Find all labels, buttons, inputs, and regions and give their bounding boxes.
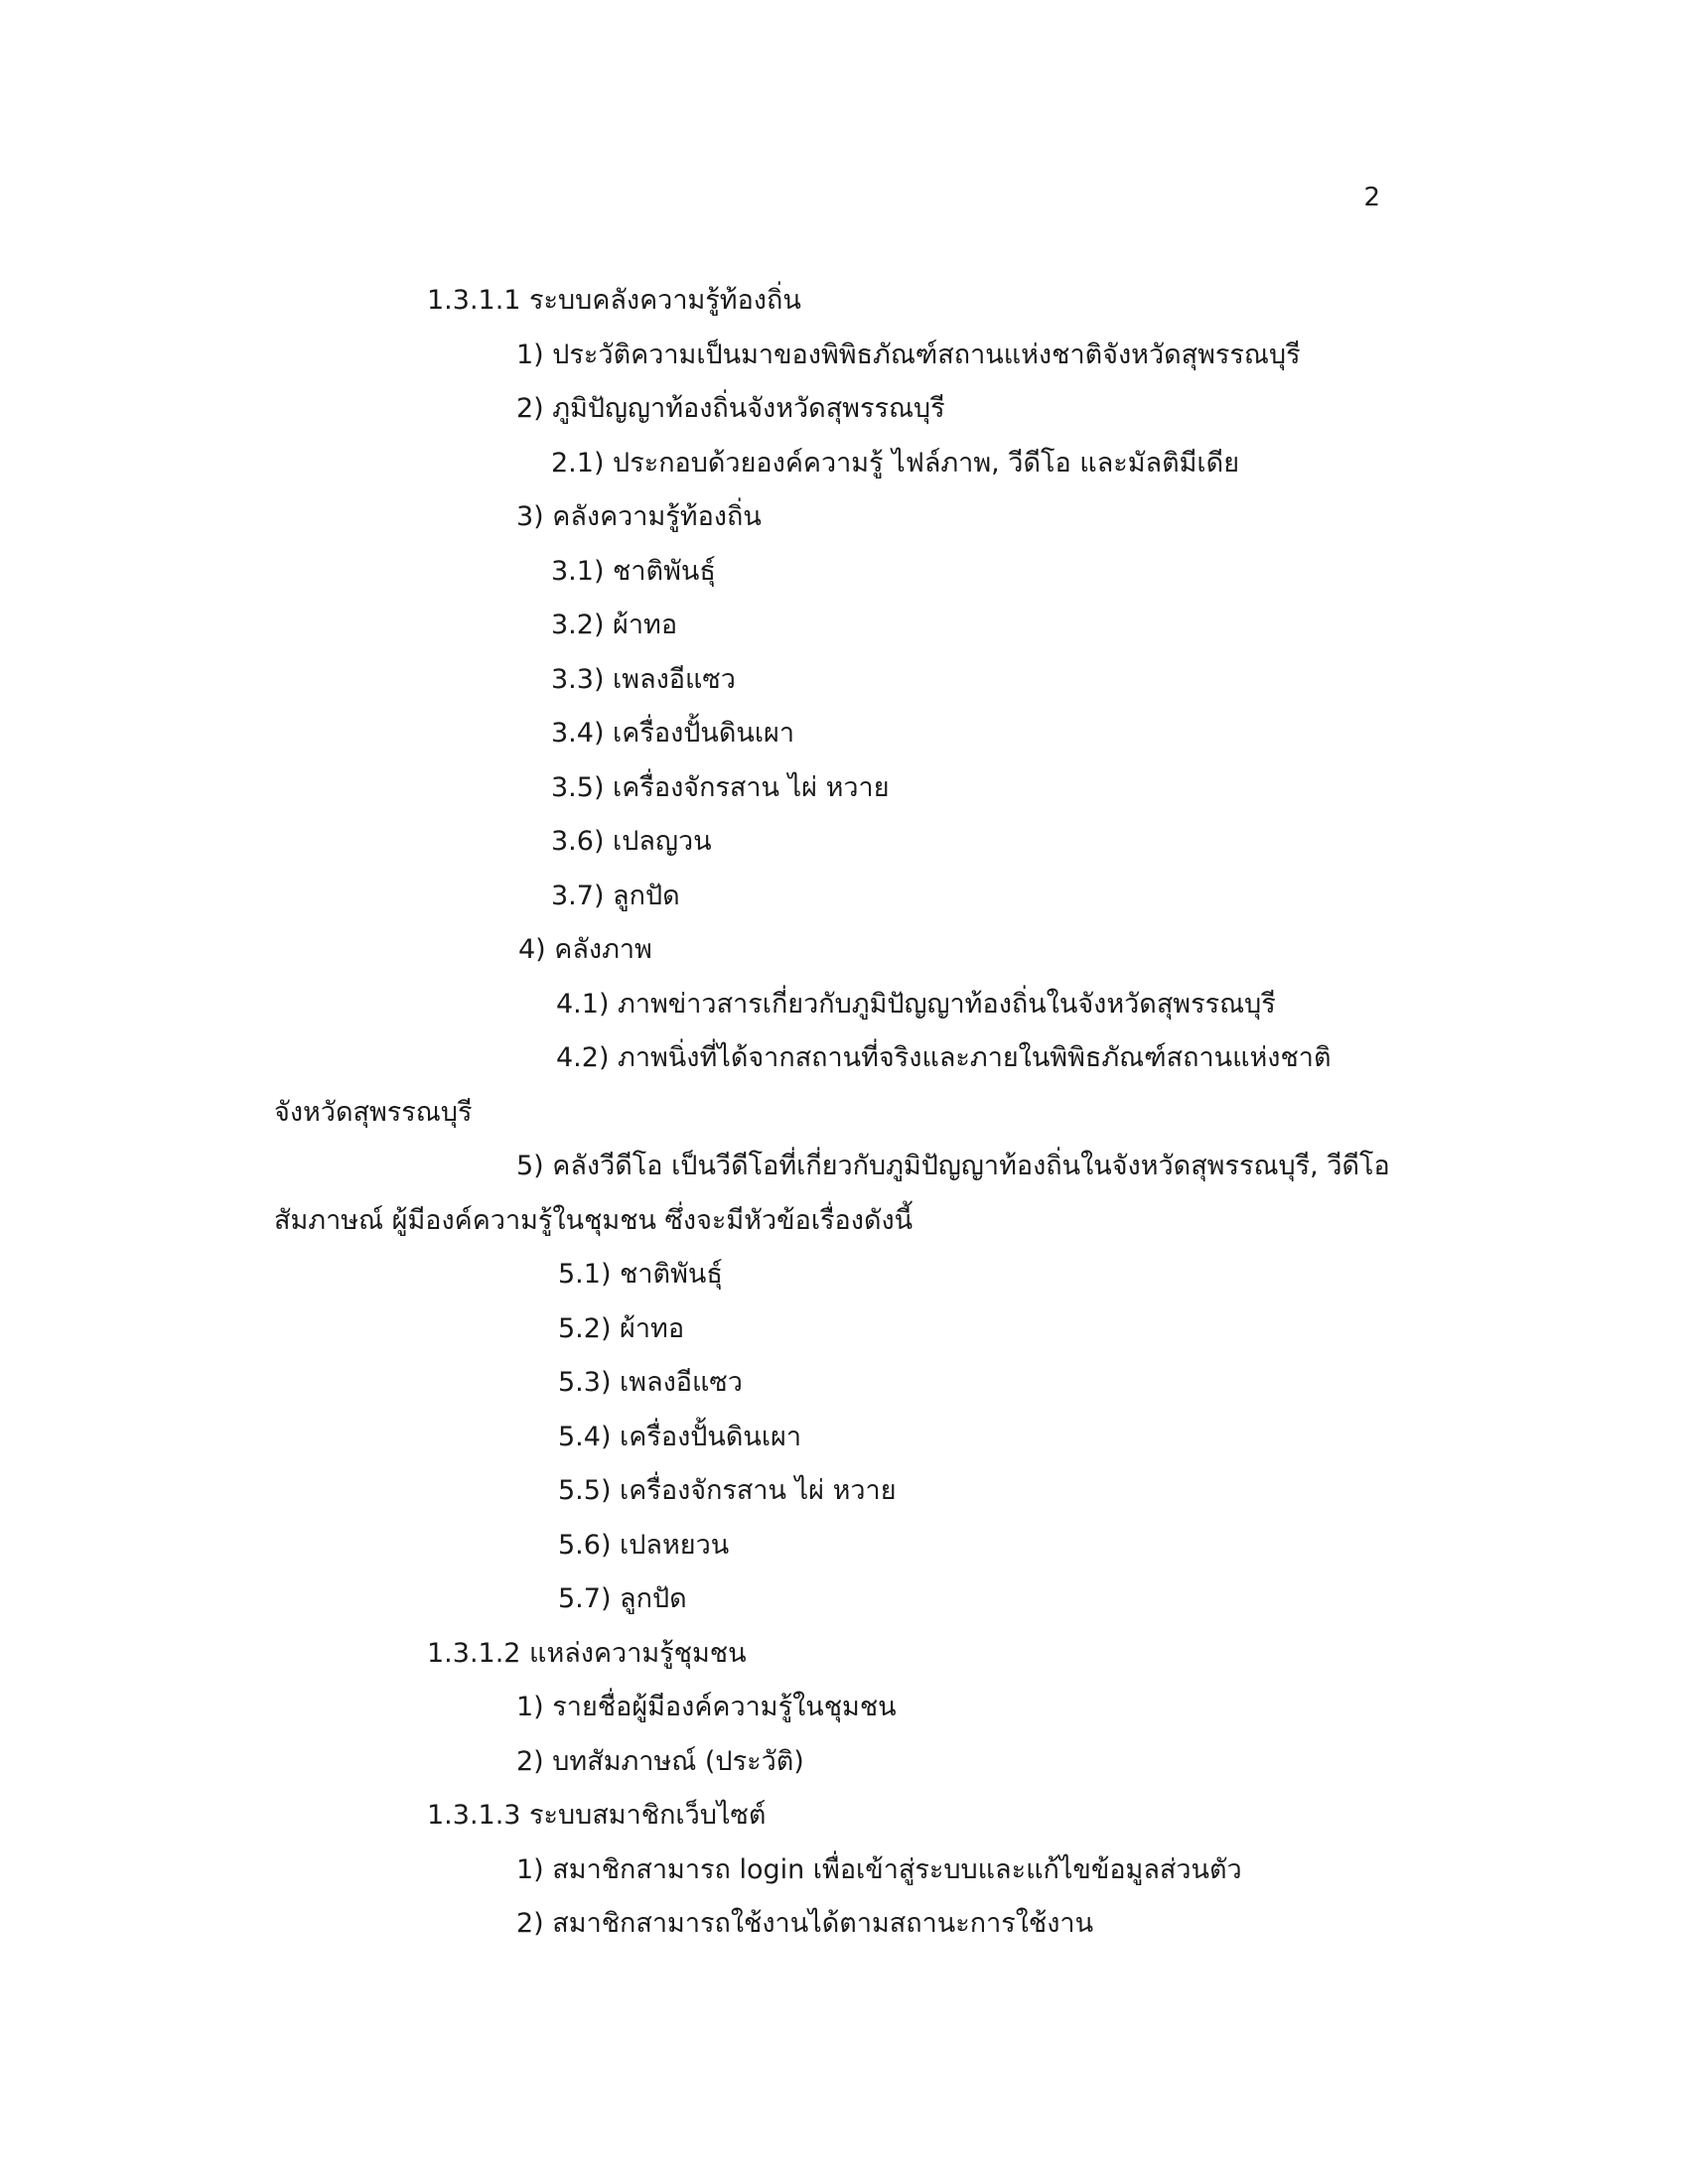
list-item: 1) รายชื่อผู้มีองค์ความรู้ในชุมชน [516,1692,897,1722]
list-item: 1) สมาชิกสามารถ login เพื่อเข้าสู่ระบบและแก้ไขข้อมูลส่วนตัว [516,1854,1242,1885]
list-item: 5.1) ชาติพันธุ์ [558,1259,723,1290]
list-item: 4) คลังภาพ [518,934,652,965]
page-number: 2 [1363,183,1380,212]
list-item: 5.3) เพลงอีแซว [558,1367,743,1398]
list-item: 3.2) ผ้าทอ [551,610,678,640]
paragraph-line: จังหวัดสุพรรณบุรี [274,1097,473,1128]
list-item: 2) สมาชิกสามารถใช้งานได้ตามสถานะการใช้งาน [516,1908,1094,1939]
list-item: 5.4) เครื่องปั้นดินเผา [558,1422,802,1452]
section-heading-1-3-1-3: 1.3.1.3 ระบบสมาชิกเว็บไซต์ [427,1800,767,1831]
list-item: 5.2) ผ้าทอ [558,1313,685,1344]
list-item: 3.6) เปลญวน [551,826,712,857]
list-item: 5.6) เปลหยวน [558,1530,730,1561]
list-item: 1) ประวัติความเป็นมาของพิพิธภัณฑ์สถานแห่งชาติจังหวัดสุพรรณบุรี [516,340,1301,370]
list-item: 3.5) เครื่องจักรสาน ไผ่ หวาย [551,772,890,803]
list-item: 3.4) เครื่องปั้นดินเผา [551,718,795,749]
list-item: 3.7) ลูกปัด [551,881,680,911]
list-item: 5.5) เครื่องจักรสาน ไผ่ หวาย [558,1475,897,1506]
list-item: 2) ภูมิปัญญาท้องถิ่นจังหวัดสุพรรณบุรี [516,393,945,424]
paragraph-line: สัมภาษณ์ ผู้มีองค์ความรู้ในชุมชน ซึ่งจะมีหัวข้อเรื่องดังนี้ [274,1205,914,1236]
list-item: 3) คลังความรู้ท้องถิ่น [516,501,762,532]
list-item: 2) บทสัมภาษณ์ (ประวัติ) [516,1746,804,1777]
list-item: 5.7) ลูกปัด [558,1583,687,1614]
list-item: 4.2) ภาพนิ่งที่ได้จากสถานที่จริงและภายในพิพิธภัณฑ์สถานแห่งชาติ [556,1042,1332,1073]
section-heading-1-3-1-2: 1.3.1.2 แหล่งความรู้ชุมชน [427,1638,747,1669]
paragraph-line: 5) คลังวีดีโอ เป็นวีดีโอที่เกี่ยวกับภูมิปัญญาท้องถิ่นในจังหวัดสุพรรณบุรี, วีดีโอ [516,1151,1390,1181]
list-item: 3.3) เพลงอีแซว [551,664,736,695]
list-item: 3.1) ชาติพันธุ์ [551,556,716,587]
section-heading-1-3-1-1: 1.3.1.1 ระบบคลังความรู้ท้องถิ่น [427,285,801,316]
list-item: 2.1) ประกอบด้วยองค์ความรู้ ไฟล์ภาพ, วีดีโอ และมัลติมีเดีย [551,448,1240,478]
list-item: 4.1) ภาพข่าวสารเกี่ยวกับภูมิปัญญาท้องถิ่นในจังหวัดสุพรรณบุรี [556,989,1276,1020]
